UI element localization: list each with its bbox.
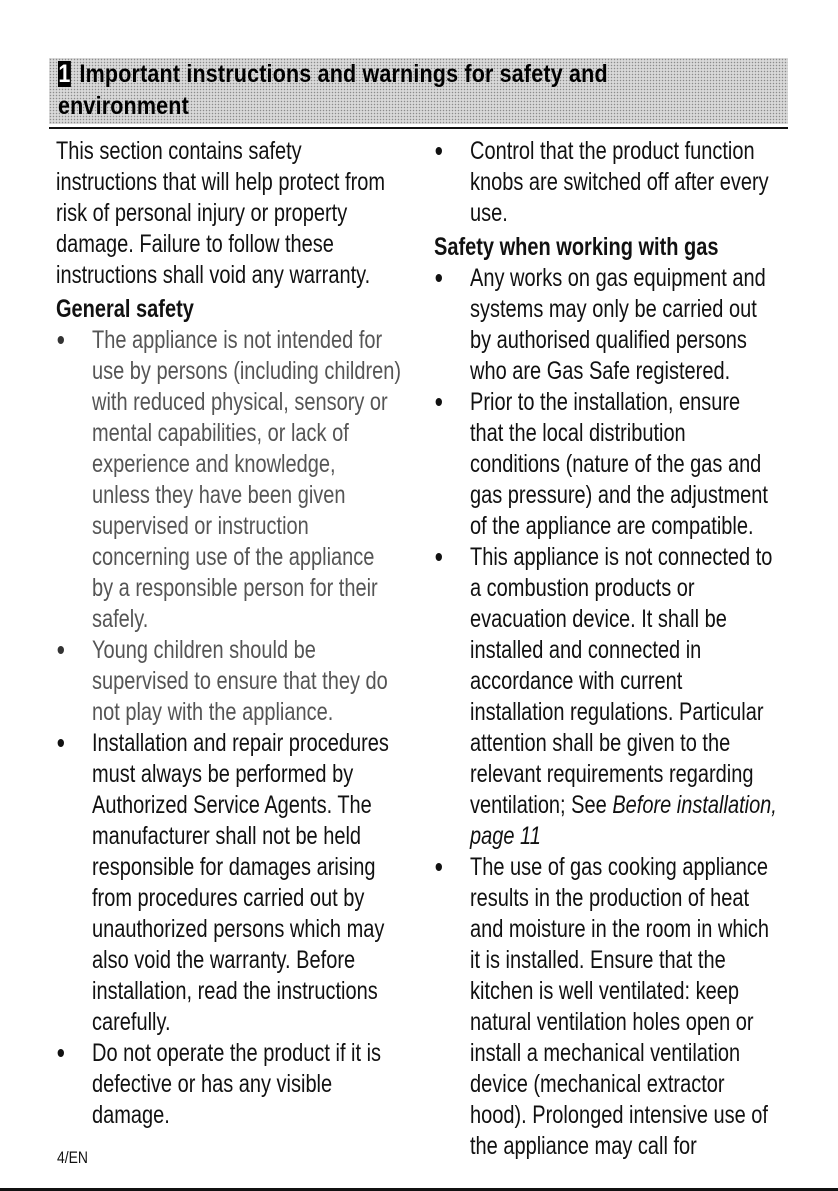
list-item: Control that the product function knobs are switched off after every use.	[434, 136, 816, 229]
left-column	[56, 136, 438, 1131]
bullet-icon	[436, 863, 442, 871]
list-item: Any works on gas equipment and systems may only be carried out by authorised qualified persons who are Gas Safe registered.	[434, 263, 816, 387]
gas-safety-list	[434, 263, 816, 1162]
bullet-icon	[436, 398, 442, 406]
list-item: The appliance is not intended for use by persons (including children) with reduced physical, sensory or mental capabilities, or lack of experience and knowledge, unless they have been given supervised or instruction concerning use of the appliance by a responsible person for their safely.	[56, 325, 438, 635]
bullet-icon	[58, 1049, 64, 1057]
title-line-2: environment	[58, 92, 189, 120]
control-list	[434, 136, 816, 229]
bullet-icon	[436, 553, 442, 561]
section-number-badge: 1	[58, 60, 71, 88]
list-item: Installation and repair procedures must always be performed by Authorized Service Agents. The manufacturer shall not be held responsible for damages arising from procedures carried out by unauthorized persons which may also void the warranty. Before installation, read the instructions carefully.	[56, 728, 438, 1038]
right-column	[434, 136, 816, 1162]
list-item: Do not operate the product if it is defective or has any visible damage.	[56, 1038, 438, 1131]
before-installation-link[interactable]: Before installation,	[612, 791, 777, 819]
bullet-icon	[58, 646, 64, 654]
title-line-1: Important instructions and warnings for safety and	[79, 60, 608, 88]
general-safety-heading: General safety	[56, 295, 194, 323]
intro-paragraph: This section contains safety instructions that will help protect from risk of personal injury or property damage. Failure to follow these instructions shall void any warranty.	[56, 137, 386, 289]
list-item: This appliance is not connected to a combustion products or evacuation device. It shall be installed and connected in accordance with current installation regulations. Particular attention shall be given to the relevant requirements regarding ventilation; See Before installation, page 11	[434, 542, 816, 852]
bullet-icon	[436, 147, 442, 155]
list-item: The use of gas cooking appliance results in the production of heat and moisture in the room in which it is installed. Ensure that the kitchen is well ventilated: keep natural ventilation holes open or install a mechanical ventilation device (mechanical extractor hood). Prolonged intensive use of the appliance may call for	[434, 852, 816, 1162]
banner-divider	[49, 127, 788, 129]
page-reference: page 11	[470, 822, 541, 850]
bullet-icon	[58, 336, 64, 344]
bullet-icon	[58, 739, 64, 747]
bullet-icon	[436, 274, 442, 282]
gas-safety-heading: Safety when working with gas	[434, 233, 719, 261]
list-item: Prior to the installation, ensure that the local distribution conditions (nature of the gas and gas pressure) and the adjustment of the appliance are compatible.	[434, 387, 816, 542]
page-number: 4/EN	[57, 1148, 88, 1167]
section-title	[58, 58, 677, 122]
general-safety-list	[56, 325, 438, 1131]
list-item: Young children should be supervised to ensure that they do not play with the appliance.	[56, 635, 438, 728]
